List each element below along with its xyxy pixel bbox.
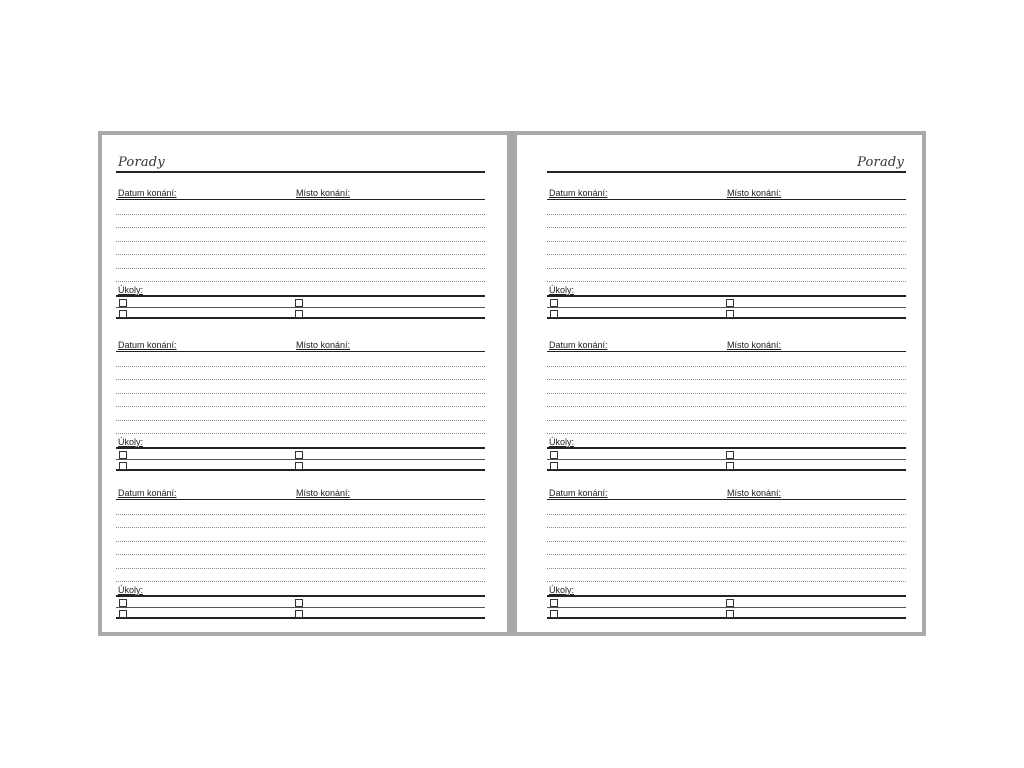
task-checkbox[interactable] <box>726 299 734 307</box>
dotted-note-line <box>547 528 906 542</box>
task-row <box>116 308 485 319</box>
task-checkbox[interactable] <box>550 451 558 459</box>
meeting-section <box>547 187 906 317</box>
tasks-label: Úkoly: <box>118 585 144 595</box>
task-row <box>547 608 906 619</box>
date-label: Datum konání: <box>118 188 177 198</box>
dotted-note-line <box>547 353 906 367</box>
task-row <box>547 449 906 460</box>
task-checkbox[interactable] <box>726 462 734 470</box>
planner-spread <box>98 131 926 636</box>
tasks-header <box>116 584 485 597</box>
tasks-label: Úkoly: <box>118 285 144 295</box>
dotted-note-line <box>116 242 485 256</box>
task-checkbox[interactable] <box>295 462 303 470</box>
task-row <box>547 597 906 608</box>
page-title: Porady <box>118 155 165 170</box>
dotted-note-line <box>116 407 485 421</box>
dotted-note-line <box>116 201 485 215</box>
dotted-note-line <box>547 569 906 583</box>
dotted-note-line <box>547 555 906 569</box>
tasks-header <box>547 436 906 449</box>
dotted-note-line <box>547 407 906 421</box>
dotted-note-line <box>116 269 485 283</box>
task-checkbox[interactable] <box>119 610 127 618</box>
page-content <box>116 135 485 632</box>
tasks-header <box>547 584 906 597</box>
dotted-note-line <box>116 542 485 556</box>
task-checkbox[interactable] <box>550 610 558 618</box>
task-row <box>116 449 485 460</box>
tasks-label: Úkoly: <box>549 437 575 447</box>
dotted-note-line <box>116 394 485 408</box>
date-label: Datum konání: <box>118 488 177 498</box>
task-checkbox[interactable] <box>550 299 558 307</box>
place-label: Místo konání: <box>727 188 782 198</box>
task-checkbox[interactable] <box>119 299 127 307</box>
dotted-note-line <box>547 215 906 229</box>
place-label: Místo konání: <box>296 340 351 350</box>
task-checkbox[interactable] <box>550 599 558 607</box>
dotted-note-line <box>547 380 906 394</box>
task-row <box>116 608 485 619</box>
tasks-label: Úkoly: <box>549 285 575 295</box>
task-checkbox[interactable] <box>550 462 558 470</box>
dotted-note-line <box>547 501 906 515</box>
task-row <box>547 460 906 471</box>
dotted-note-line <box>116 228 485 242</box>
meeting-section <box>547 487 906 617</box>
tasks-label: Úkoly: <box>118 437 144 447</box>
notes-area <box>547 201 906 283</box>
task-checkbox[interactable] <box>119 310 127 318</box>
dotted-note-line <box>547 228 906 242</box>
date-label: Datum konání: <box>118 340 177 350</box>
meeting-meta-row <box>116 187 485 200</box>
meeting-meta-row <box>116 339 485 352</box>
meeting-section <box>547 339 906 469</box>
place-label: Místo konání: <box>727 488 782 498</box>
meeting-meta-row <box>116 487 485 500</box>
dotted-note-line <box>116 380 485 394</box>
tasks-header <box>547 284 906 297</box>
tasks-label: Úkoly: <box>549 585 575 595</box>
task-row <box>116 597 485 608</box>
task-checkbox[interactable] <box>295 610 303 618</box>
meeting-meta-row <box>547 339 906 352</box>
task-checkbox[interactable] <box>119 451 127 459</box>
dotted-note-line <box>116 255 485 269</box>
notes-area <box>116 201 485 283</box>
dotted-note-line <box>116 528 485 542</box>
dotted-note-line <box>547 542 906 556</box>
task-checkbox[interactable] <box>726 599 734 607</box>
dotted-note-line <box>547 394 906 408</box>
task-checkbox[interactable] <box>119 462 127 470</box>
page-header <box>547 153 906 173</box>
task-row <box>116 297 485 308</box>
place-label: Místo konání: <box>727 340 782 350</box>
dotted-note-line <box>547 242 906 256</box>
left-page <box>102 135 507 632</box>
dotted-note-line <box>547 367 906 381</box>
place-label: Místo konání: <box>296 488 351 498</box>
task-checkbox[interactable] <box>726 451 734 459</box>
page-content <box>547 135 906 632</box>
dotted-note-line <box>116 353 485 367</box>
dotted-note-line <box>547 421 906 435</box>
task-checkbox[interactable] <box>295 599 303 607</box>
task-checkbox[interactable] <box>295 451 303 459</box>
dotted-note-line <box>547 515 906 529</box>
task-checkbox[interactable] <box>295 310 303 318</box>
task-checkbox[interactable] <box>119 599 127 607</box>
meeting-meta-row <box>547 187 906 200</box>
dotted-note-line <box>547 255 906 269</box>
page-title: Porady <box>857 155 904 170</box>
dotted-note-line <box>116 501 485 515</box>
tasks-header <box>116 284 485 297</box>
task-checkbox[interactable] <box>726 310 734 318</box>
dotted-note-line <box>116 515 485 529</box>
dotted-note-line <box>116 215 485 229</box>
dotted-note-line <box>116 421 485 435</box>
task-row <box>547 308 906 319</box>
notes-area <box>547 353 906 435</box>
meeting-section <box>116 187 485 317</box>
dotted-note-line <box>116 555 485 569</box>
dotted-note-line <box>116 569 485 583</box>
date-label: Datum konání: <box>549 188 608 198</box>
task-row <box>116 460 485 471</box>
notes-area <box>547 501 906 583</box>
right-page <box>517 135 922 632</box>
notes-area <box>116 501 485 583</box>
tasks-header <box>116 436 485 449</box>
dotted-note-line <box>547 201 906 215</box>
task-row <box>547 297 906 308</box>
dotted-note-line <box>116 367 485 381</box>
meeting-section <box>116 487 485 617</box>
meeting-section <box>116 339 485 469</box>
place-label: Místo konání: <box>296 188 351 198</box>
page-header <box>116 153 485 173</box>
notes-area <box>116 353 485 435</box>
task-checkbox[interactable] <box>550 310 558 318</box>
task-checkbox[interactable] <box>726 610 734 618</box>
dotted-note-line <box>547 269 906 283</box>
task-checkbox[interactable] <box>295 299 303 307</box>
date-label: Datum konání: <box>549 340 608 350</box>
meeting-meta-row <box>547 487 906 500</box>
date-label: Datum konání: <box>549 488 608 498</box>
